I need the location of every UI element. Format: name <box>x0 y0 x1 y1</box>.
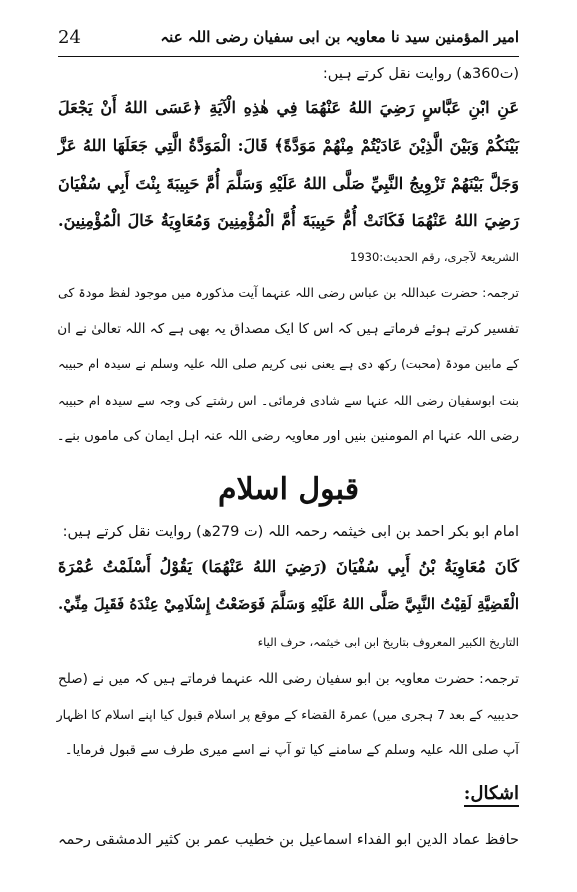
page-number: 24 <box>58 27 81 48</box>
translation-line: حدیبیہ کے بعد 7 ہجری میں) عمرۃ القضاء کے موقع پر اسلام قبول کیا اپنے اسلام کا اظہار <box>56 707 519 722</box>
section-heading: قبول اسلام <box>217 472 360 507</box>
body-line: حافظ عماد الدین ابو الفداء اسماعیل بن خطیب عمر بن کثیر الدمشقی رحمہ <box>58 832 519 848</box>
intro-line-2: امام ابو بکر احمد بن ابی خیثمہ رحمہ اللہ (ت 279ھ) روایت نقل کرتے ہیں: <box>62 524 519 540</box>
arabic-text-line: رَضِيَ اللهُ عَنْهُمَا فَكَانَتْ أُمُّ حَبِيبَةَ أُمَّ الْمُؤْمِنِينَ وَمُعَاوِيَةُ خَالَ الْمُؤْمِنِينَ. <box>58 211 519 230</box>
translation-line: رضی اللہ عنہا ام المومنین بنیں اور معاویہ رضی اللہ عنہ اہل ایمان کی ماموں بنے۔ <box>56 429 519 444</box>
subsection-heading: اشکال: <box>464 783 519 807</box>
translation-line: تفسیر کرتے ہوئے فرماتے ہیں کہ اس کا ایک مصداق یہ بھی ہے کہ اللہ تعالیٰ نے ان <box>57 321 519 337</box>
header-title: امیر المؤمنین سید نا معاویہ بن ابی سفیان رضی اللہ عنہ <box>160 28 519 46</box>
translation-line: بنت ابوسفیان رضی اللہ عنہا سے شادی فرمائی۔ اس رشتے کی وجہ سے سیدہ ام حبیبہ <box>58 393 519 408</box>
translation-line: ترجمہ: حضرت عبداللہ بن عباس رضی اللہ عنہما آیت مذکورہ میں موجود لفظ مودۃ کی <box>58 285 519 300</box>
intro-line-1: (ت360ھ) روایت نقل کرتے ہیں: <box>322 66 519 82</box>
reference-citation: الشریعۃ لآجری، رقم الحدیث:1930 <box>350 250 519 264</box>
reference-citation: التاریخ الکبیر المعروف بتاریخ ابن ابی خیثمہ، حرف الیاء <box>257 635 519 649</box>
arabic-text-line: كَانَ مُعَاوِيَةُ بْنُ أَبِي سُفْيَانَ (رَضِيَ اللهُ عَنْهُمَا) يَقُوْلُ أَسْلَمْتُ عُمْرَةَ <box>58 557 519 576</box>
arabic-text-line: الْقَضِيَّةِ لَقِيْتُ النَّبِيَّ صَلَّى اللهُ عَلَيْهِ وَسَلَّمَ فَوَضَعْتُ إِسْلَامِيْ عِنْدَهُ فَقَبِلَ مِنِّيْ. <box>58 595 519 613</box>
running-header <box>58 26 519 57</box>
translation-line: ترجمہ: حضرت معاویہ بن ابو سفیان رضی اللہ عنہما فرماتے ہیں کہ میں نے (صلح <box>58 671 519 687</box>
arabic-text-line: بَيْنَكُمْ وَبَيْنَ الَّذِيْنَ عَادَيْتُمْ مِنْهُمْ مَوَدَّةً﴾ قَالَ: الْمَوَدَّةُ الَّتِي جَعَلَهَا اللهُ عَزَّ <box>58 136 519 155</box>
arabic-text-line: عَنِ ابْنِ عَبَّاسٍ رَضِيَ اللهُ عَنْهُمَا فِي هٰذِهِ الْآيَةِ ﴿عَسَى اللهُ أَنْ يَجْعَلَ <box>58 98 519 117</box>
arabic-text-line: وَجَلَّ بَيْنَهُمْ تَزْوِيجُ النَّبِيِّ صَلَّى اللهُ عَلَيْهِ وَسَلَّمَ أُمَّ حَبِيبَةَ بِنْتَ أَبِي سُفْيَانَ <box>58 174 519 193</box>
translation-line: کے مابین مودۃ (محبت) رکھ دی ہے یعنی نبی کریم صلی اللہ علیہ وسلم نے سیدہ ام حبیبہ <box>58 357 519 371</box>
translation-line: آپ صلی اللہ علیہ وسلم کے سامنے کیا تو آپ نے اسے میری طرف سے قبول فرمایا۔ <box>64 743 519 758</box>
